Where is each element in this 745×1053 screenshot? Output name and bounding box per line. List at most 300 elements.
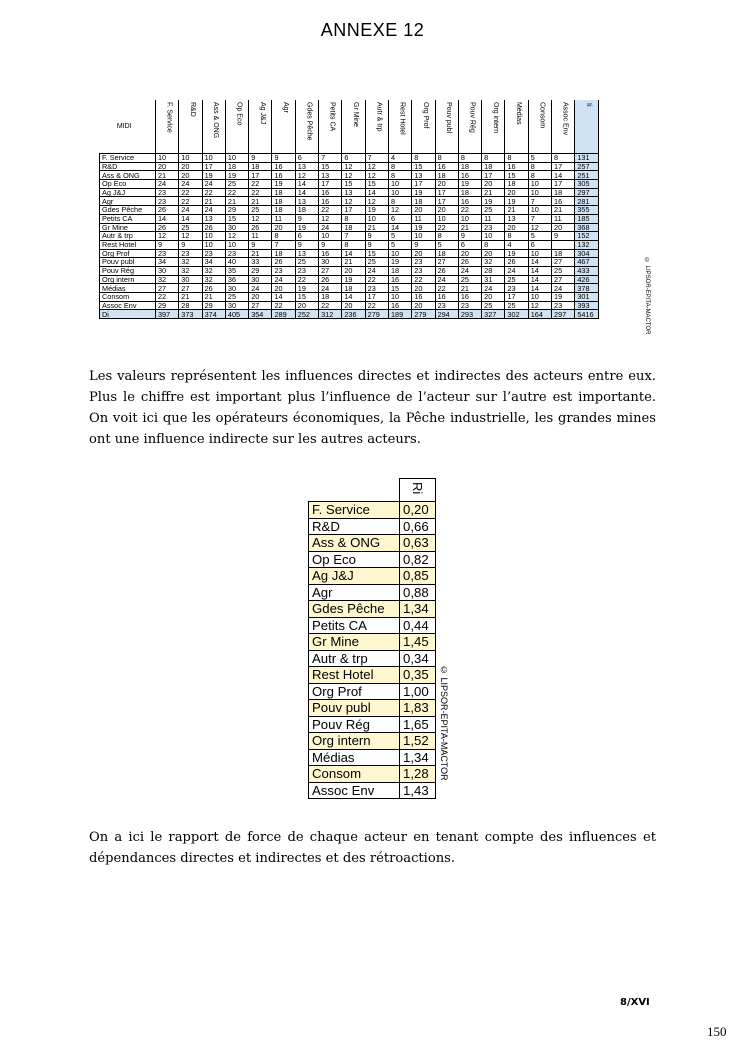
matrix-cell: 24 [435,275,458,284]
matrix-cell: 21 [505,206,528,215]
matrix-cell: 18 [295,206,318,215]
matrix-cell: 6 [342,154,365,163]
matrix-cell: 355 [575,206,598,215]
matrix-row [100,206,599,215]
ri-row [309,518,436,535]
matrix-cell: 27 [156,284,179,293]
ri-row [309,502,436,519]
matrix-cell: 10 [412,232,435,241]
matrix-cell: 16 [552,197,575,206]
matrix-cell: 13 [342,188,365,197]
matrix-cell: 15 [365,249,388,258]
matrix-cell: 32 [202,275,225,284]
matrix-cell: 279 [365,310,388,319]
matrix-cell: 12 [388,206,411,215]
matrix-cell: 12 [365,171,388,180]
matrix-cell: 27 [552,258,575,267]
matrix-cell: 5 [528,232,551,241]
matrix-cell: 164 [528,310,551,319]
ri-value: 1,28 [400,766,436,783]
matrix-cell: 15 [505,171,528,180]
matrix-cell: 251 [575,171,598,180]
matrix-row [100,258,599,267]
matrix-cell: 18 [272,249,295,258]
matrix-cell: 32 [482,258,505,267]
matrix-cell: 12 [528,301,551,310]
matrix-cell: 9 [295,240,318,249]
matrix-cell: 294 [435,310,458,319]
matrix-cell: 12 [225,232,248,241]
matrix-cell: 20 [412,301,435,310]
matrix-cell: 16 [388,275,411,284]
matrix-row-label: Di [100,310,156,319]
matrix-row [100,171,599,180]
matrix-cell: 393 [575,301,598,310]
matrix-cell: 10 [482,232,505,241]
matrix-cell: 6 [528,240,551,249]
matrix-cell: 12 [342,162,365,171]
matrix-cell: 7 [528,214,551,223]
matrix-cell: 304 [575,249,598,258]
matrix-cell: 152 [575,232,598,241]
matrix-cell: 30 [249,275,272,284]
matrix-cell: 26 [272,258,295,267]
matrix-cell: 16 [435,293,458,302]
matrix-cell: 22 [458,206,481,215]
matrix-cell: 12 [295,171,318,180]
matrix-cell: 22 [179,197,202,206]
matrix-cell: 24 [365,266,388,275]
matrix-cell: 18 [342,223,365,232]
ri-actor-label: Médias [309,749,400,766]
matrix-cell: 13 [412,171,435,180]
matrix-cell: 26 [156,223,179,232]
matrix-cell: 17 [202,162,225,171]
matrix-column-header: Ag J&J [249,100,272,154]
matrix-cell: 18 [342,284,365,293]
ri-copyright: © LIPSOR-EPITA-MACTOR [439,665,449,781]
ri-row [309,650,436,667]
ri-row [309,749,436,766]
matrix-row-label: Op Eco [100,180,156,189]
matrix-cell: 25 [249,206,272,215]
matrix-cell: 8 [435,154,458,163]
matrix-cell: 30 [156,266,179,275]
matrix-cell: 28 [482,266,505,275]
ri-row [309,683,436,700]
matrix-cell: 15 [225,214,248,223]
matrix-cell: 20 [505,188,528,197]
matrix-cell: 14 [528,266,551,275]
ri-actor-label: Petits CA [309,617,400,634]
ri-value: 0,35 [400,667,436,684]
matrix-cell: 16 [458,293,481,302]
ri-actor-label: Autr & trp [309,650,400,667]
ri-header: Ri [400,479,436,502]
matrix-cell: 17 [552,162,575,171]
matrix-cell: 16 [435,162,458,171]
matrix-column-header: Petits CA [319,100,342,154]
matrix-cell: 21 [458,284,481,293]
matrix-cell: 24 [249,284,272,293]
matrix-row-label: Autr & trp [100,232,156,241]
matrix-cell: 10 [388,293,411,302]
matrix-row [100,240,599,249]
matrix-cell: 374 [202,310,225,319]
matrix-cell: 9 [365,240,388,249]
ri-value: 0,85 [400,568,436,585]
ri-actor-label: Rest Hotel [309,667,400,684]
matrix-cell: 30 [179,275,202,284]
matrix-cell: 30 [225,284,248,293]
matrix-cell: 24 [319,223,342,232]
matrix-row-label: Assoc Env [100,301,156,310]
ri-row [309,716,436,733]
matrix-cell: 9 [249,240,272,249]
matrix-cell: 132 [575,240,598,249]
matrix-cell: 25 [179,223,202,232]
matrix-cell: 23 [179,249,202,258]
matrix-cell: 354 [249,310,272,319]
matrix-cell: 34 [156,258,179,267]
matrix-cell: 19 [365,206,388,215]
matrix-cell: 18 [505,180,528,189]
matrix-row-label: Pouv Rég [100,266,156,275]
matrix-cell: 301 [575,293,598,302]
matrix-cell: 397 [156,310,179,319]
matrix-cell: 24 [505,266,528,275]
matrix-column-header: Org Prof [412,100,435,154]
matrix-cell: 11 [272,214,295,223]
matrix-cell: 18 [272,206,295,215]
matrix-cell: 7 [272,240,295,249]
matrix-cell: 19 [388,258,411,267]
matrix-cell: 10 [528,293,551,302]
matrix-column-header: Agr [272,100,295,154]
matrix-cell: 17 [412,180,435,189]
matrix-cell: 10 [202,240,225,249]
matrix-row-label: Pouv publ [100,258,156,267]
matrix-cell: 11 [249,232,272,241]
matrix-cell: 20 [435,180,458,189]
matrix-cell: 8 [412,154,435,163]
matrix-cell: 29 [202,301,225,310]
matrix-cell: 14 [528,275,551,284]
matrix-cell: 21 [249,249,272,258]
matrix-cell: 20 [412,249,435,258]
ri-row [309,601,436,618]
matrix-cell: 32 [156,275,179,284]
matrix-cell: 189 [388,310,411,319]
ri-value: 0,20 [400,502,436,519]
matrix-cell: 10 [156,154,179,163]
matrix-cell: 18 [458,188,481,197]
ri-row [309,766,436,783]
matrix-row-label: Org intern [100,275,156,284]
matrix-cell: 25 [482,206,505,215]
matrix-cell: 10 [225,154,248,163]
matrix-cell: 16 [458,171,481,180]
matrix-cell: 302 [505,310,528,319]
ri-value: 0,66 [400,518,436,535]
matrix-cell: 131 [575,154,598,163]
matrix-cell: 29 [156,301,179,310]
matrix-cell: 14 [388,223,411,232]
matrix-cell: 305 [575,180,598,189]
matrix-row [100,293,599,302]
matrix-row-label: Petits CA [100,214,156,223]
matrix-cell: 26 [435,266,458,275]
matrix-cell: 19 [482,197,505,206]
matrix-cell: 17 [505,293,528,302]
matrix-cell: 22 [365,301,388,310]
ri-actor-label: Pouv Rég [309,716,400,733]
matrix-cell: 22 [225,188,248,197]
matrix-cell: 23 [365,284,388,293]
matrix-cell: 20 [458,249,481,258]
matrix-row [100,232,599,241]
matrix-cell: 426 [575,275,598,284]
matrix-row-label: Gdes Pêche [100,206,156,215]
matrix-cell: 6 [388,214,411,223]
matrix-cell: 8 [505,154,528,163]
matrix-cell: 18 [435,249,458,258]
matrix-cell: 14 [179,214,202,223]
matrix-column-header: Pouv Rég [458,100,481,154]
ri-row [309,584,436,601]
matrix-cell: 23 [412,258,435,267]
matrix-cell: 7 [528,197,551,206]
ri-actor-label: Pouv publ [309,700,400,717]
matrix-cell: 14 [156,214,179,223]
ri-actor-label: Gdes Pêche [309,601,400,618]
page-number: 150 [707,1024,727,1039]
matrix-cell: 24 [319,284,342,293]
matrix-cell: 8 [552,154,575,163]
matrix-cell: 14 [295,180,318,189]
ri-value: 0,88 [400,584,436,601]
matrix-cell: 21 [202,293,225,302]
matrix-column-header: Gr Mine [342,100,365,154]
matrix-column-header: Rest Hotel [388,100,411,154]
ri-row [309,634,436,651]
matrix-cell: 433 [575,266,598,275]
paragraph-influences: Les valeurs représentent les influences directes et indirectes des acteurs entre eux. Plus le chiffre est important plus l’influence de l’acteur sur l’autre est importante. On voit ici que les opérateurs économiques, la Pêche industrielle, les grandes mines ont une influence indirecte sur les autres acteurs. [89,369,656,447]
matrix-copyright: © LIPSOR-EPITA-MACTOR [644,258,650,335]
ri-row [309,617,436,634]
matrix-row [100,301,599,310]
matrix-cell: 252 [295,310,318,319]
matrix-row [100,310,599,319]
matrix-cell: 21 [249,197,272,206]
matrix-cell: 17 [249,171,272,180]
matrix-cell: 15 [365,180,388,189]
matrix-column-header: Op Eco [225,100,248,154]
matrix-cell: 14 [528,284,551,293]
matrix-cell: 14 [528,258,551,267]
matrix-cell: 8 [272,232,295,241]
matrix-cell: 24 [458,266,481,275]
matrix-cell: 14 [552,171,575,180]
ri-value: 1,65 [400,716,436,733]
matrix-cell: 12 [179,232,202,241]
matrix-cell: 20 [272,223,295,232]
matrix-cell: 12 [249,214,272,223]
matrix-cell: 24 [272,275,295,284]
matrix-cell: 18 [458,162,481,171]
matrix-cell: 23 [458,301,481,310]
matrix-cell: 25 [552,266,575,275]
matrix-cell: 17 [319,180,342,189]
matrix-cell: 9 [552,232,575,241]
matrix-row-label: Rest Hotel [100,240,156,249]
ri-row [309,700,436,717]
ri-row [309,551,436,568]
matrix-cell: 10 [225,240,248,249]
matrix-cell: 23 [225,249,248,258]
matrix-cell: 21 [179,293,202,302]
matrix-cell: 17 [435,197,458,206]
matrix-cell: 8 [388,162,411,171]
matrix-row [100,180,599,189]
matrix-cell: 10 [435,214,458,223]
matrix-cell: 9 [156,240,179,249]
matrix-cell: 467 [575,258,598,267]
matrix-cell: 8 [388,171,411,180]
matrix-cell: 8 [435,232,458,241]
matrix-cell: 9 [319,240,342,249]
matrix-cell: 5 [528,154,551,163]
matrix-column-header: Médias [505,100,528,154]
matrix-cell: 10 [388,180,411,189]
matrix-cell: 9 [458,232,481,241]
matrix-cell: 22 [202,188,225,197]
matrix-corner-label: MIDI [116,123,132,130]
matrix-cell: 26 [202,223,225,232]
matrix-cell: 11 [482,214,505,223]
matrix-row [100,197,599,206]
matrix-row-label: R&D [100,162,156,171]
matrix-cell: 11 [552,214,575,223]
matrix-column-header: Pouv publ [435,100,458,154]
matrix-cell: 236 [342,310,365,319]
matrix-cell: 29 [225,206,248,215]
matrix-cell: 21 [482,188,505,197]
matrix-cell: 22 [179,188,202,197]
matrix-cell: 21 [552,206,575,215]
matrix-cell: 19 [505,249,528,258]
matrix-cell: 26 [156,206,179,215]
matrix-cell: 25 [505,301,528,310]
matrix-cell: 373 [179,310,202,319]
matrix-cell: 10 [528,206,551,215]
matrix-cell: 25 [225,180,248,189]
matrix-cell: 22 [412,275,435,284]
matrix-row-label: Ag J&J [100,188,156,197]
matrix-cell: 20 [295,301,318,310]
matrix-cell: 21 [225,197,248,206]
matrix-cell: 4 [388,154,411,163]
matrix-cell: 11 [412,214,435,223]
matrix-cell: 23 [272,266,295,275]
matrix-cell: 5 [388,232,411,241]
matrix-cell: 18 [435,171,458,180]
ri-row [309,667,436,684]
matrix-cell: 30 [225,223,248,232]
matrix-cell: 289 [272,310,295,319]
matrix-cell: 13 [319,171,342,180]
matrix-cell: 25 [458,275,481,284]
matrix-cell: 19 [342,275,365,284]
matrix-cell: 22 [365,275,388,284]
ri-row [309,568,436,585]
matrix-cell: 12 [365,197,388,206]
matrix-cell: 18 [388,266,411,275]
matrix-cell: 22 [319,301,342,310]
matrix-cell: 30 [319,258,342,267]
ri-actor-label: Ass & ONG [309,535,400,552]
matrix-cell: 26 [458,258,481,267]
ri-actor-label: R&D [309,518,400,535]
matrix-cell: 25 [225,293,248,302]
ri-actor-label: Consom [309,766,400,783]
matrix-cell: 27 [435,258,458,267]
matrix-cell: 22 [249,180,272,189]
matrix-cell: 9 [249,154,272,163]
matrix-cell: 27 [552,275,575,284]
matrix-cell: 23 [552,301,575,310]
matrix-cell: 10 [528,249,551,258]
matrix-cell: 20 [156,162,179,171]
matrix-cell: 14 [272,293,295,302]
matrix-cell: 6 [295,154,318,163]
ri-value: 1,00 [400,683,436,700]
matrix-row-label: F. Service [100,154,156,163]
matrix-row-label: Gr Mine [100,223,156,232]
matrix-cell: 257 [575,162,598,171]
matrix-cell: 28 [179,301,202,310]
matrix-cell: 22 [435,223,458,232]
matrix-row-label: Consom [100,293,156,302]
matrix-column-header: Org intern [482,100,505,154]
matrix-cell: 18 [552,188,575,197]
ri-actor-label: F. Service [309,502,400,519]
matrix-cell: 20 [482,180,505,189]
matrix-column-header: Gdes Pêche [295,100,318,154]
matrix-cell: 297 [552,310,575,319]
matrix-cell: 24 [202,180,225,189]
matrix-row [100,284,599,293]
matrix-cell: 13 [505,214,528,223]
matrix-cell: 14 [342,249,365,258]
matrix-row [100,266,599,275]
ri-value: 0,44 [400,617,436,634]
matrix-cell: 15 [342,180,365,189]
matrix-cell: 29 [249,266,272,275]
matrix-cell: 15 [388,284,411,293]
matrix-cell: 23 [435,301,458,310]
matrix-cell: 10 [388,249,411,258]
matrix-cell: 20 [482,249,505,258]
influence-matrix-table [99,100,599,319]
matrix-cell: 17 [342,206,365,215]
matrix-cell: 20 [412,206,435,215]
matrix-cell: 24 [179,180,202,189]
matrix-cell: 17 [552,180,575,189]
matrix-cell: 10 [319,232,342,241]
matrix-cell: 16 [319,249,342,258]
matrix-cell: 12 [319,214,342,223]
